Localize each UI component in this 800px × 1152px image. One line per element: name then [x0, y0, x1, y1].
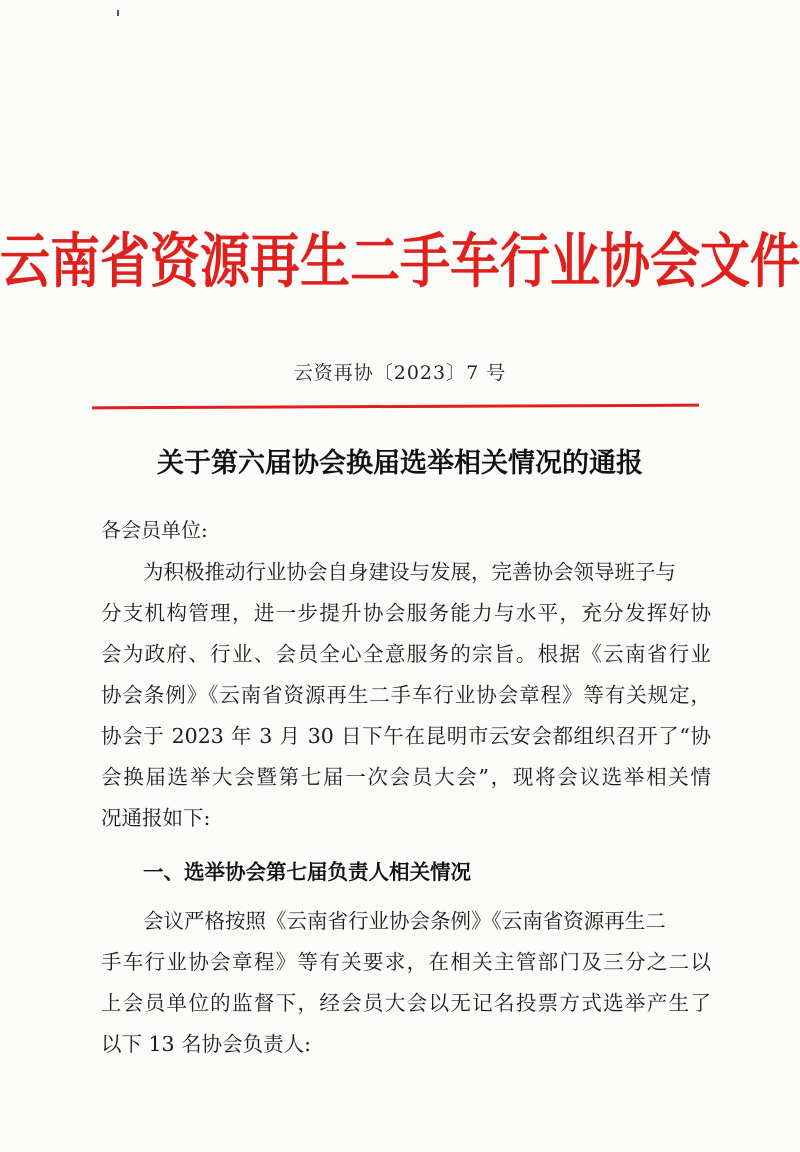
document-number: 云资再协〔2023〕7 号 [293, 362, 507, 384]
organization-header: 云南省资源再生二手车行业协会文件 [0, 226, 800, 296]
salutation: 各会员单位: [101, 518, 208, 542]
paragraph-line: 为积极推动行业协会自身建设与发展，完善协会领导班子与 [143, 560, 676, 584]
paragraph-line: 手车行业协会章程》等有关要求，在相关主管部门及三分之二以 [101, 950, 711, 974]
paragraph-line: 会为政府、行业、会员全心全意服务的宗旨。根据《云南省行业 [101, 642, 711, 666]
paragraph-line: 协会于 2023 年 3 月 30 日下午在昆明市云安会都组织召开了“协 [101, 724, 711, 748]
section-heading: 一、选举协会第七届负责人相关情况 [143, 860, 471, 884]
red-divider-line [92, 404, 699, 410]
paragraph-line: 以下 13 名协会负责人: [101, 1032, 312, 1056]
paragraph-line: 协会条例》《云南省资源再生二手车行业协会章程》等有关规定， [101, 683, 711, 707]
document-title: 关于第六届协会换届选举相关情况的通报 [157, 448, 643, 479]
paragraph-line: 况通报如下: [101, 806, 211, 830]
paragraph-line: 分支机构管理，进一步提升协会服务能力与水平，充分发挥好协 [101, 601, 711, 625]
paragraph-line: 会换届选举大会暨第七届一次会员大会”，现将会议选举相关情 [101, 765, 711, 789]
paragraph-line: 上会员单位的监督下，经会员大会以无记名投票方式选举产生了 [101, 991, 711, 1015]
scan-mark [117, 10, 119, 16]
paragraph-line: 会议严格按照《云南省行业协会条例》《云南省资源再生二 [143, 909, 666, 933]
